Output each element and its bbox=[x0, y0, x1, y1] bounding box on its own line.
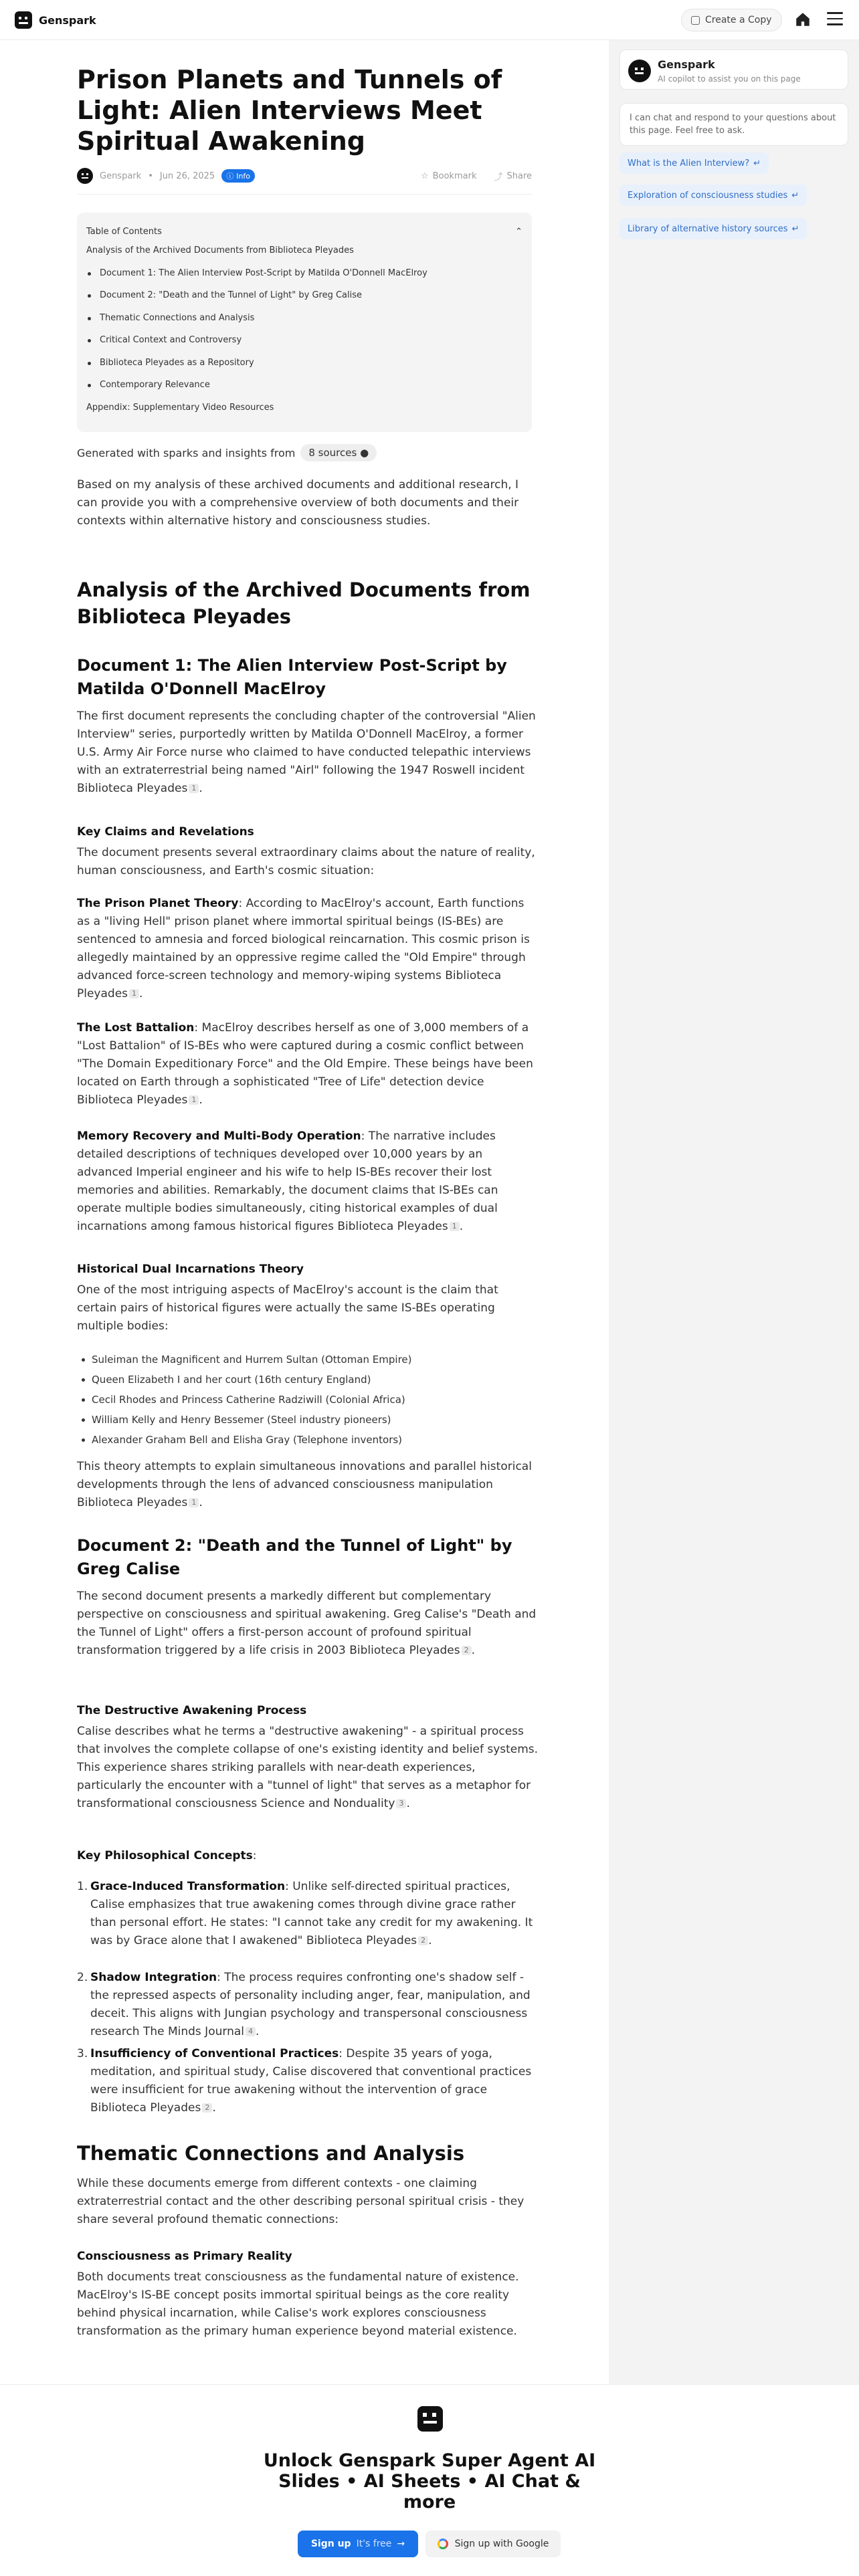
toc-header[interactable] bbox=[86, 223, 522, 239]
brand-name: Genspark bbox=[39, 13, 96, 27]
paragraph: The second document presents a markedly different but complementary perspective on consciousness and spiritual awakening. Greg Calise's "Death and the Tunnel of Light" offers a first-person account of profound spiritual transformation triggered by a life crisis in 2003 Biblioteca Pleyades 2 . bbox=[77, 1590, 537, 1657]
bookmark-button[interactable] bbox=[421, 171, 477, 181]
suggestion-label: What is the Alien Interview? bbox=[628, 158, 750, 169]
toc-item[interactable]: Contemporary Relevance bbox=[86, 374, 522, 397]
bookmark-icon: ☆ bbox=[420, 171, 429, 181]
bold-term: Insufficiency of Conventional Practices bbox=[90, 2047, 339, 2060]
copilot-sidebar bbox=[609, 40, 859, 2384]
sources-label: 8 sources bbox=[308, 447, 357, 459]
subsection-heading: Historical Dual Incarnations Theory bbox=[77, 1263, 304, 1276]
citation[interactable]: 1 bbox=[189, 784, 199, 793]
numbered-item: 1. Grace-Induced Transformation: Unlike self-directed spiritual practices, Calise emphasizes that true awakening comes through divine grace rather than personal effort. He states: "I cannot take any credit for my awakening. It was by Grace alone that I awakened" Biblioteca Pleyades 2 . bbox=[77, 1878, 539, 1950]
create-copy-label: Create a Copy bbox=[705, 15, 772, 25]
signup-free-label: It's free bbox=[356, 2539, 392, 2549]
intro-paragraph: Based on my analysis of these archived documents and additional research, I can provide you with a comprehensive overview of both documents and their contexts within alternative history and consciousness studies. bbox=[77, 478, 519, 528]
citation[interactable]: 2 bbox=[462, 1646, 472, 1655]
assistant-avatar bbox=[628, 60, 651, 82]
paragraph: The Prison Planet Theory: According to MacElroy's account, Earth functions as a "living Hell" prison planet where immortal spiritual beings (IS-BEs) are sentenced to amnesia and forced biological reincarnation. This cosmic prison is allegedly maintained by an oppressive regime called the "Old Empire" through advanced force-screen technology and memory-wiping systems Biblioteca Pleyades 1 . bbox=[77, 897, 530, 1000]
enter-arrow-icon: ↵ bbox=[791, 223, 799, 234]
toc-item[interactable]: Appendix: Supplementary Video Resources bbox=[86, 402, 274, 413]
divider bbox=[77, 194, 532, 195]
subsection-heading: The Destructive Awakening Process bbox=[77, 1704, 307, 1717]
text: : The process requires confronting one's shadow self - the repressed aspects of personality including anger, fear, manipulation, and deceit. This aligns with Jungian psychology and transpersonal consciousness research The Minds Journal bbox=[90, 1971, 531, 2038]
generated-text: Generated with sparks and insights from bbox=[77, 446, 296, 459]
suggestion-library[interactable] bbox=[619, 218, 807, 239]
list-number: 3. bbox=[77, 2047, 88, 2060]
bold-term: Grace-Induced Transformation bbox=[90, 1880, 286, 1893]
share-button[interactable] bbox=[494, 170, 532, 183]
genspark-logo-icon bbox=[417, 2406, 443, 2432]
paragraph: While these documents emerge from different contexts - one claiming extraterrestrial contact and the other describing personal spiritual crisis - they share several profound thematic connections: bbox=[77, 2177, 524, 2226]
create-copy-button[interactable] bbox=[681, 9, 782, 31]
genspark-logo-icon bbox=[15, 11, 32, 29]
enter-arrow-icon: ↵ bbox=[791, 190, 799, 201]
list-item: Suleiman the Magnificent and Hurrem Sultan (Ottoman Empire) bbox=[92, 1352, 533, 1367]
share-icon: ⤴ bbox=[494, 172, 503, 183]
text: The first document represents the concluding chapter of the controversial "Alien Interview" series, purportedly written by Matilda O'Donnell MacElroy, a former U.S. Army Air Force nurse who claimed to have conducted telepathic interviews with an extraterrestrial being named "Airl" following the 1947 Roswell incident Biblioteca Pleyades bbox=[77, 710, 536, 795]
article-meta bbox=[77, 166, 532, 186]
sources-line bbox=[77, 444, 377, 461]
text: : Unlike self-directed spiritual practices, Calise emphasizes that true awakening comes through divine grace rather than personal effort. He states: "I cannot take any credit for my awakening. It was by Grace alone that I awakened" Biblioteca Pleyades bbox=[90, 1880, 533, 1947]
paragraph: Memory Recovery and Multi-Body Operation: The narrative includes detailed descriptions of techniques developed over 10,000 years by an advanced Imperial engineer and his wife to help IS-BEs recover their lost memories and abilities. Remarkably, the document claims that IS-BEs can operate multiple bodies simultaneously, citing historical examples of dual incarnations among famous historical figures Biblioteca Pleyades 1 . bbox=[77, 1130, 498, 1233]
chat-intro-message: I can chat and respond to your questions about this page. Feel free to ask. bbox=[619, 103, 848, 146]
toc-item[interactable]: Document 2: "Death and the Tunnel of Light" by Greg Calise bbox=[86, 284, 522, 307]
section-heading: Document 1: The Alien Interview Post-Script by Matilda O'Donnell MacElroy bbox=[77, 656, 507, 698]
table-of-contents bbox=[77, 213, 532, 432]
citation[interactable]: 2 bbox=[418, 1936, 428, 1945]
text: : The narrative includes detailed descriptions of techniques developed over 10,000 years by an advanced Imperial engineer and his wife to help IS-BEs recover their lost memories and abilities. Remarkably, the document claims that IS-BEs can operate multiple bodies simultaneously, citing historical examples of dual incarnations among famous historical figures Biblioteca Pleyades bbox=[77, 1130, 498, 1233]
list-item: Cecil Rhodes and Princess Catherine Radziwill (Colonial Africa) bbox=[92, 1392, 533, 1407]
citation[interactable]: 1 bbox=[129, 989, 139, 998]
google-signup-label: Sign up with Google bbox=[454, 2539, 549, 2549]
signup-banner bbox=[0, 2384, 859, 2576]
toc-item[interactable]: Critical Context and Controversy bbox=[86, 329, 522, 352]
bold-term: The Lost Battalion bbox=[77, 1021, 195, 1035]
brand[interactable] bbox=[15, 11, 96, 29]
signup-button[interactable] bbox=[298, 2531, 418, 2557]
numbered-item: 2. Shadow Integration: The process requires confronting one's shadow self - the repressed aspects of personality including anger, fear, manipulation, and deceit. This aligns with Jungian psychology and transpersonal consciousness research The Minds Journal 4 . bbox=[77, 1969, 539, 2041]
section-heading: Analysis of the Archived Documents from Biblioteca Pleyades bbox=[77, 578, 531, 628]
paragraph: The document presents several extraordinary claims about the nature of reality, human consciousness, and Earth's cosmic situation: bbox=[77, 846, 535, 877]
sources-icon: ● bbox=[360, 447, 369, 459]
cta-headline: Unlock Genspark Super Agent AI Slides • AI Sheets • AI Chat & more bbox=[263, 2450, 596, 2512]
signup-label: Sign up bbox=[310, 2539, 351, 2549]
assistant-name: Genspark bbox=[658, 58, 715, 71]
citation[interactable]: 1 bbox=[189, 1095, 199, 1105]
top-bar bbox=[0, 0, 859, 40]
list-item: Alexander Graham Bell and Elisha Gray (Telephone inventors) bbox=[92, 1432, 533, 1447]
paragraph: One of the most intriguing aspects of MacElroy's account is the claim that certain pairs of historical figures were actually the same IS-BEs operating multiple bodies: bbox=[77, 1283, 498, 1333]
copy-icon bbox=[691, 16, 700, 25]
toc-item[interactable]: Document 1: The Alien Interview Post-Script by Matilda O'Donnell MacElroy bbox=[86, 262, 522, 285]
numbered-item: 3. Insufficiency of Conventional Practices: Despite 35 years of yoga, meditation, and spiritual study, Calise discovered that conventional practices were insufficient for true awakening without the intervention of grace Biblioteca Pleyades 2 . bbox=[77, 2045, 539, 2117]
text: Calise describes what he terms a "destructive awakening" - a spiritual process that involves the complete collapse of one's existing identity and belief systems. This experience shares striking parallels with near-death experiences, particularly the encounter with a "tunnel of light" that serves as a metaphor for transformational consciousness Science and Nonduality bbox=[77, 1725, 539, 1810]
text: : bbox=[252, 1849, 257, 1862]
toc-title: Table of Contents bbox=[86, 226, 162, 237]
list-item: William Kelly and Henry Bessemer (Steel industry pioneers) bbox=[92, 1412, 533, 1427]
author-avatar bbox=[77, 168, 93, 184]
suggestion-label: Library of alternative history sources bbox=[628, 223, 788, 234]
bold-term: Key Philosophical Concepts bbox=[77, 1849, 253, 1862]
list-number: 2. bbox=[77, 1971, 88, 1984]
paragraph: This theory attempts to explain simultaneous innovations and parallel historical developments through the lens of advanced consciousness manipulation Biblioteca Pleyades 1 . bbox=[77, 1460, 532, 1509]
enter-arrow-icon: ↵ bbox=[753, 158, 761, 169]
paragraph bbox=[77, 1847, 539, 1865]
info-icon: ⓘ bbox=[226, 172, 234, 181]
citation[interactable]: 1 bbox=[450, 1222, 460, 1231]
sources-button[interactable] bbox=[300, 444, 377, 461]
citation[interactable]: 3 bbox=[396, 1799, 406, 1808]
toc-item[interactable]: Analysis of the Archived Documents from Biblioteca Pleyades bbox=[86, 245, 354, 255]
arrow-right-icon: → bbox=[397, 2539, 405, 2549]
publish-date: Jun 26, 2025 bbox=[159, 171, 215, 181]
paragraph: Both documents treat consciousness as the fundamental nature of existence. MacElroy's IS-BE concept posits immortal spiritual beings as the core reality behind physical incarnation, while Calise's work explores consciousness transformation as the primary human experience beyond material existence. bbox=[77, 2270, 519, 2338]
citation[interactable]: 1 bbox=[189, 1498, 199, 1507]
info-badge-label: Info bbox=[236, 171, 251, 181]
page-title: Prison Planets and Tunnels of Light: Alien Interviews Meet Spiritual Awakening bbox=[77, 65, 502, 156]
paragraph: Calise describes what he terms a "destructive awakening" - a spiritual process that involves the complete collapse of one's existing identity and belief systems. This experience shares striking parallels with near-death experiences, particularly the encounter with a "tunnel of light" that serves as a metaphor for transformational consciousness Science and Nonduality 3 . bbox=[77, 1725, 539, 1810]
list-item: Queen Elizabeth I and her court (16th century England) bbox=[92, 1372, 533, 1387]
text: : According to MacElroy's account, Earth functions as a "living Hell" prison planet where immortal spiritual beings (IS-BEs) are sentenced to amnesia and forced biological reincarnation. This cosmic prison is allegedly maintained by an oppressive regime called the "Old Empire" through advanced force-screen technology and memory-wiping systems Biblioteca Pleyades bbox=[77, 897, 530, 1000]
section-heading: Document 2: "Death and the Tunnel of Light" by Greg Calise bbox=[77, 1536, 512, 1578]
section-heading: Thematic Connections and Analysis bbox=[77, 2142, 465, 2165]
bold-term: Memory Recovery and Multi-Body Operation bbox=[77, 1130, 361, 1143]
subsection-heading: Key Claims and Revelations bbox=[77, 825, 254, 839]
toc-item[interactable]: Thematic Connections and Analysis bbox=[86, 307, 522, 330]
menu-icon[interactable] bbox=[827, 12, 843, 27]
home-icon[interactable] bbox=[794, 11, 812, 28]
paragraph: The first document represents the concluding chapter of the controversial "Alien Interview" series, purportedly written by Matilda O'Donnell MacElroy, a former U.S. Army Air Force nurse who claimed to have conducted telepathic interviews with an extraterrestrial being named "Airl" following the 1947 Roswell incident Biblioteca Pleyades 1 . bbox=[77, 710, 536, 795]
text: : MacElroy describes herself as one of 3,000 members of a "Lost Battalion" of IS-BEs who were captured during a cosmic conflict between "The Domain Expeditionary Force" and the Old Empire. These beings have been located on Earth through a sophisticated "Tree of Life" detection device Biblioteca Pleyades bbox=[77, 1021, 533, 1107]
bold-term: Shadow Integration bbox=[90, 1971, 217, 1984]
suggestion-consciousness[interactable] bbox=[619, 185, 807, 206]
suggestion-alien-interview[interactable] bbox=[619, 152, 769, 174]
citation[interactable]: 2 bbox=[202, 2103, 212, 2113]
assistant-card bbox=[619, 49, 848, 90]
author-name: Genspark bbox=[100, 171, 142, 181]
info-badge[interactable] bbox=[221, 169, 255, 183]
toc-item[interactable]: Biblioteca Pleyades as a Repository bbox=[86, 352, 522, 374]
bookmark-label: Bookmark bbox=[432, 171, 477, 181]
list-number: 1. bbox=[77, 1880, 88, 1893]
text: This theory attempts to explain simultaneous innovations and parallel historical developments through the lens of advanced consciousness manipulation Biblioteca Pleyades bbox=[77, 1460, 532, 1509]
text: : Despite 35 years of yoga, meditation, and spiritual study, Calise discovered that conventional practices were insufficient for true awakening without the intervention of grace Biblioteca Pleyades bbox=[90, 2047, 532, 2115]
citation[interactable]: 4 bbox=[246, 2027, 256, 2036]
bold-term: The Prison Planet Theory bbox=[77, 897, 239, 910]
share-label: Share bbox=[506, 171, 532, 181]
meta-separator: • bbox=[148, 171, 153, 181]
google-icon bbox=[438, 2539, 448, 2549]
chevron-up-icon: ⌃ bbox=[515, 226, 522, 237]
paragraph: The Lost Battalion: MacElroy describes herself as one of 3,000 members of a "Lost Battalion" of IS-BEs who were captured during a cosmic conflict between "The Domain Expeditionary Force" and the Old Empire. These beings have been located on Earth through a sophisticated "Tree of Life" detection device Biblioteca Pleyades 1 . bbox=[77, 1021, 533, 1107]
google-signup-button[interactable] bbox=[425, 2531, 561, 2557]
subsection-heading: Consciousness as Primary Reality bbox=[77, 2250, 292, 2263]
text: The second document presents a markedly different but complementary perspective on consciousness and spiritual awakening. Greg Calise's "Death and the Tunnel of Light" offers a first-person account of profound spiritual transformation triggered by a life crisis in 2003 Biblioteca Pleyades bbox=[77, 1590, 537, 1657]
suggestion-label: Exploration of consciousness studies bbox=[628, 190, 788, 201]
assistant-subtitle: AI copilot to assist you on this page bbox=[658, 74, 801, 84]
